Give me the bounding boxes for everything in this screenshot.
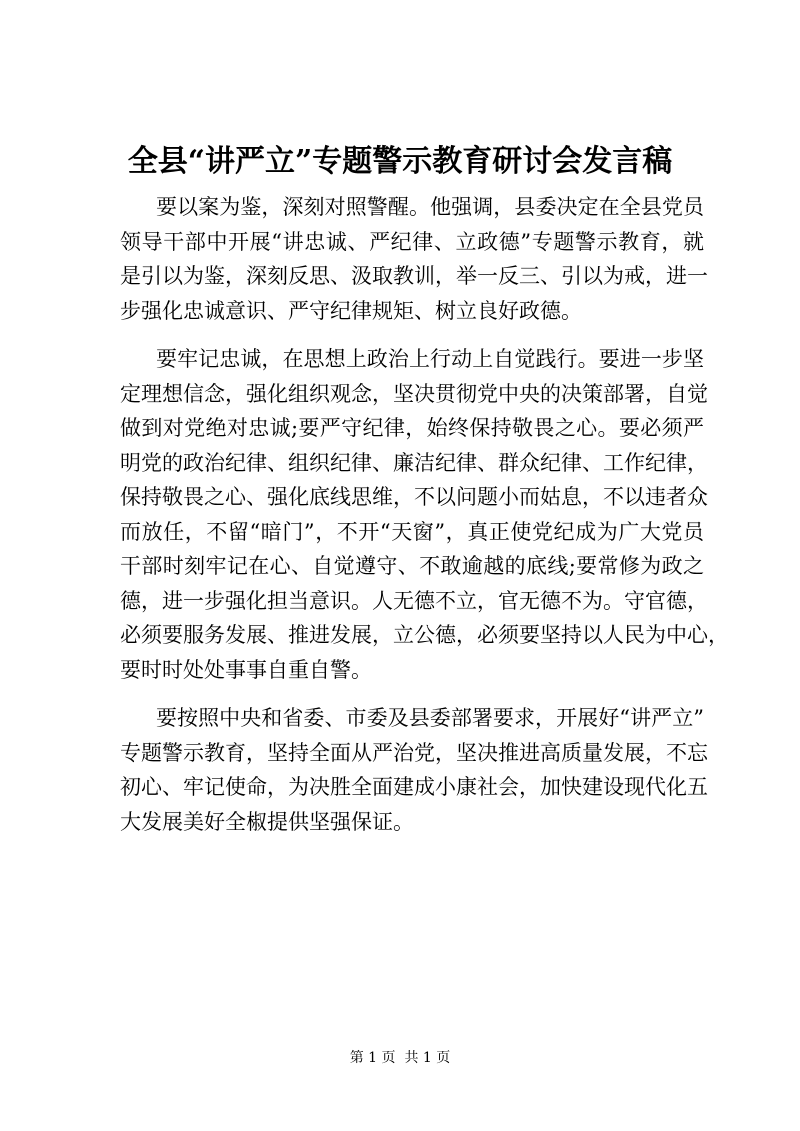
paragraph-3 <box>120 701 708 839</box>
paragraph-line: 要按照中央和省委、市委及县委部署要求，开展好“讲严立” <box>156 706 704 730</box>
paragraph-line: 保持敬畏之心、强化底线思维，不以问题小而姑息，不以违者众 <box>120 485 708 509</box>
paragraph-line: 德，进一步强化担当意识。人无德不立，官无德不为。守官德， <box>120 588 708 613</box>
paragraph-line: 明党的政治纪律、组织纪律、廉洁纪律、群众纪律、工作纪律， <box>120 450 708 475</box>
document-title: 全县“讲严立”专题警示教育研讨会发言稿 <box>127 144 673 179</box>
paragraph-line: 大发展美好全椒提供坚强保证。 <box>120 809 414 834</box>
paragraph-line: 要以案为鉴，深刻对照警醒。他强调，县委决定在全县党员 <box>156 195 704 219</box>
paragraph-2 <box>120 342 729 687</box>
paragraph-line: 是引以为鉴，深刻反思、汲取教训，举一反三、引以为戒，进一 <box>120 264 708 288</box>
paragraph-line: 必须要服务发展、推进发展，立公德，必须要坚持以人民为中心， <box>120 623 729 647</box>
paragraph-line: 定理想信念，强化组织观念，坚决贯彻党中央的决策部署，自觉 <box>120 381 708 406</box>
paragraph-line: 领导干部中开展“讲忠诚、严纪律、立政德”专题警示教育，就 <box>120 229 704 254</box>
paragraph-line: 要牢记忠诚，在思想上政治上行动上自觉践行。要进一步坚 <box>156 347 704 371</box>
paragraph-line: 专题警示教育，坚持全面从严治党，坚决推进高质量发展，不忘 <box>120 740 708 765</box>
paragraph-line: 做到对党绝对忠诚;要严守纪律，始终保持敬畏之心。要必须严 <box>120 416 704 440</box>
paragraph-line: 干部时刻牢记在心、自觉遵守、不敢逾越的底线;要常修为政之 <box>120 554 704 578</box>
page-footer: 第 1 页 共 1 页 <box>349 1050 451 1066</box>
paragraph-line: 而放任，不留“暗门”，不开“天窗”，真正使党纪成为广大党员 <box>120 519 704 544</box>
paragraph-line: 要时时处处事事自重自警。 <box>120 657 372 682</box>
document-body <box>120 190 729 853</box>
paragraph-line: 步强化忠诚意识、严守纪律规矩、树立良好政德。 <box>120 298 582 323</box>
paragraph-1 <box>120 190 708 328</box>
paragraph-line: 初心、牢记使命，为决胜全面建成小康社会，加快建设现代化五 <box>120 775 708 799</box>
